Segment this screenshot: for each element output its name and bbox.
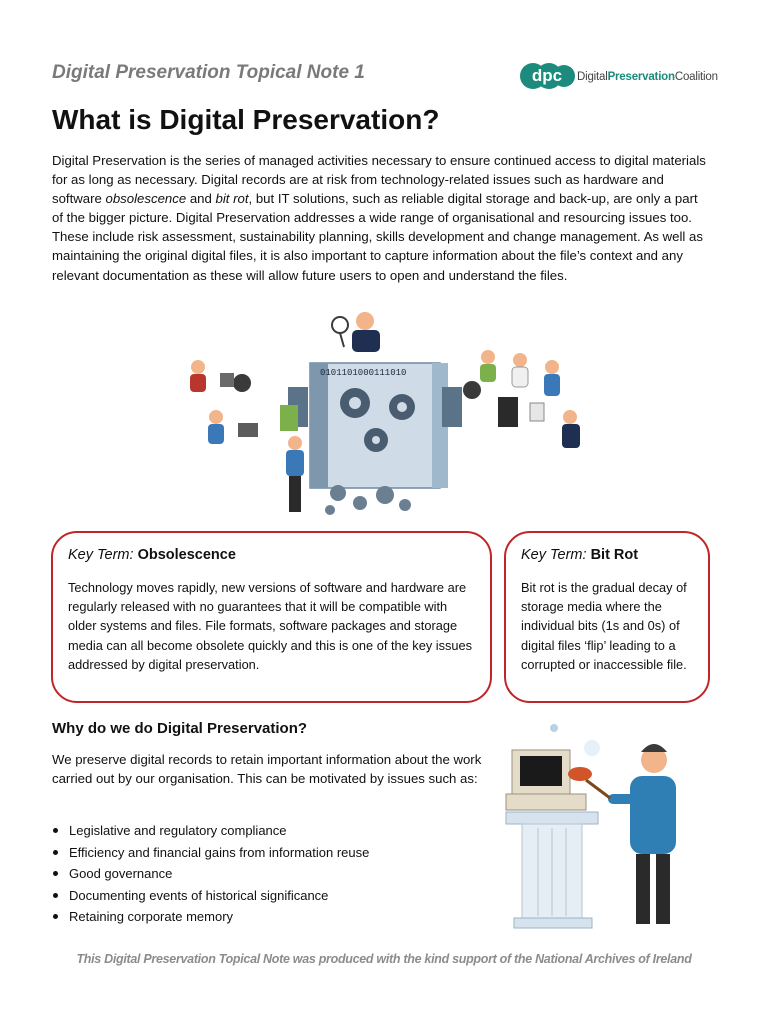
page-title: What is Digital Preservation? [52, 104, 440, 135]
dpc-logo-icon [519, 56, 575, 96]
key-term-heading: Key Term: Bit Rot [521, 547, 639, 563]
computer-dusting-illustration [500, 720, 720, 930]
dpc-logo-name: DigitalPreservationCoalition [577, 71, 718, 83]
list-item: Efficiency and financial gains from information reuse [52, 842, 369, 864]
intro-paragraph: Digital Preservation is the series of managed activities necessary to ensure continued access to digital materials for as long as necessary. Digital records are at risk from technology-related issues such as hardware and software obsolescence and bit rot, but IT solutions, such as reliable digital storage and back-up, are only a part of the bigger picture. Digital Preservation addresses a wide range of organisational and resourcing issues too. These include risk assessment, sustainability planning, skills development and change management. As well as maintaining the original digital files, it is also important to capture information about the file’s context and any relevant documentation as these will allow future users to open and understand the files. [52, 153, 706, 283]
key-term-heading: Key Term: Obsolescence [68, 547, 236, 563]
binary-stream: 0101101000111010 [320, 368, 407, 378]
footer-credit: This Digital Preservation Topical Note was produced with the kind support of the National Archives of Ireland [76, 952, 692, 966]
section-heading-why: Why do we do Digital Preservation? [52, 720, 308, 737]
dpc-logo[interactable] [519, 56, 719, 98]
list-item: Legislative and regulatory compliance [52, 820, 369, 842]
key-term-bit-rot-box [504, 531, 710, 703]
why-paragraph: We preserve digital records to retain important information about the work carried out by our organisation. This can be motivated by issues such as: [52, 752, 482, 787]
key-term-body: Bit rot is the gradual decay of storage media where the individual bits (1s and 0s) of digital files ‘flip’ leading to a corrupted or inaccessible file. [521, 580, 687, 672]
motivation-list [52, 820, 369, 928]
key-term-obsolescence-box [51, 531, 492, 703]
list-item: Documenting events of historical significance [52, 885, 369, 907]
key-term-body: Technology moves rapidly, new versions of software and hardware are regularly released with no guarantees that it will be compatible with older systems and files. File formats, software packages and storage media can all become obsolete quickly and this is one of the key issues addressed by digital preservation. [68, 580, 473, 672]
digital-preservation-illustration [180, 305, 590, 520]
list-item: Retaining corporate memory [52, 906, 369, 928]
dpc-logo-mark: dpc [531, 66, 563, 85]
list-item: Good governance [52, 863, 369, 885]
note-subtitle: Digital Preservation Topical Note 1 [52, 62, 365, 83]
